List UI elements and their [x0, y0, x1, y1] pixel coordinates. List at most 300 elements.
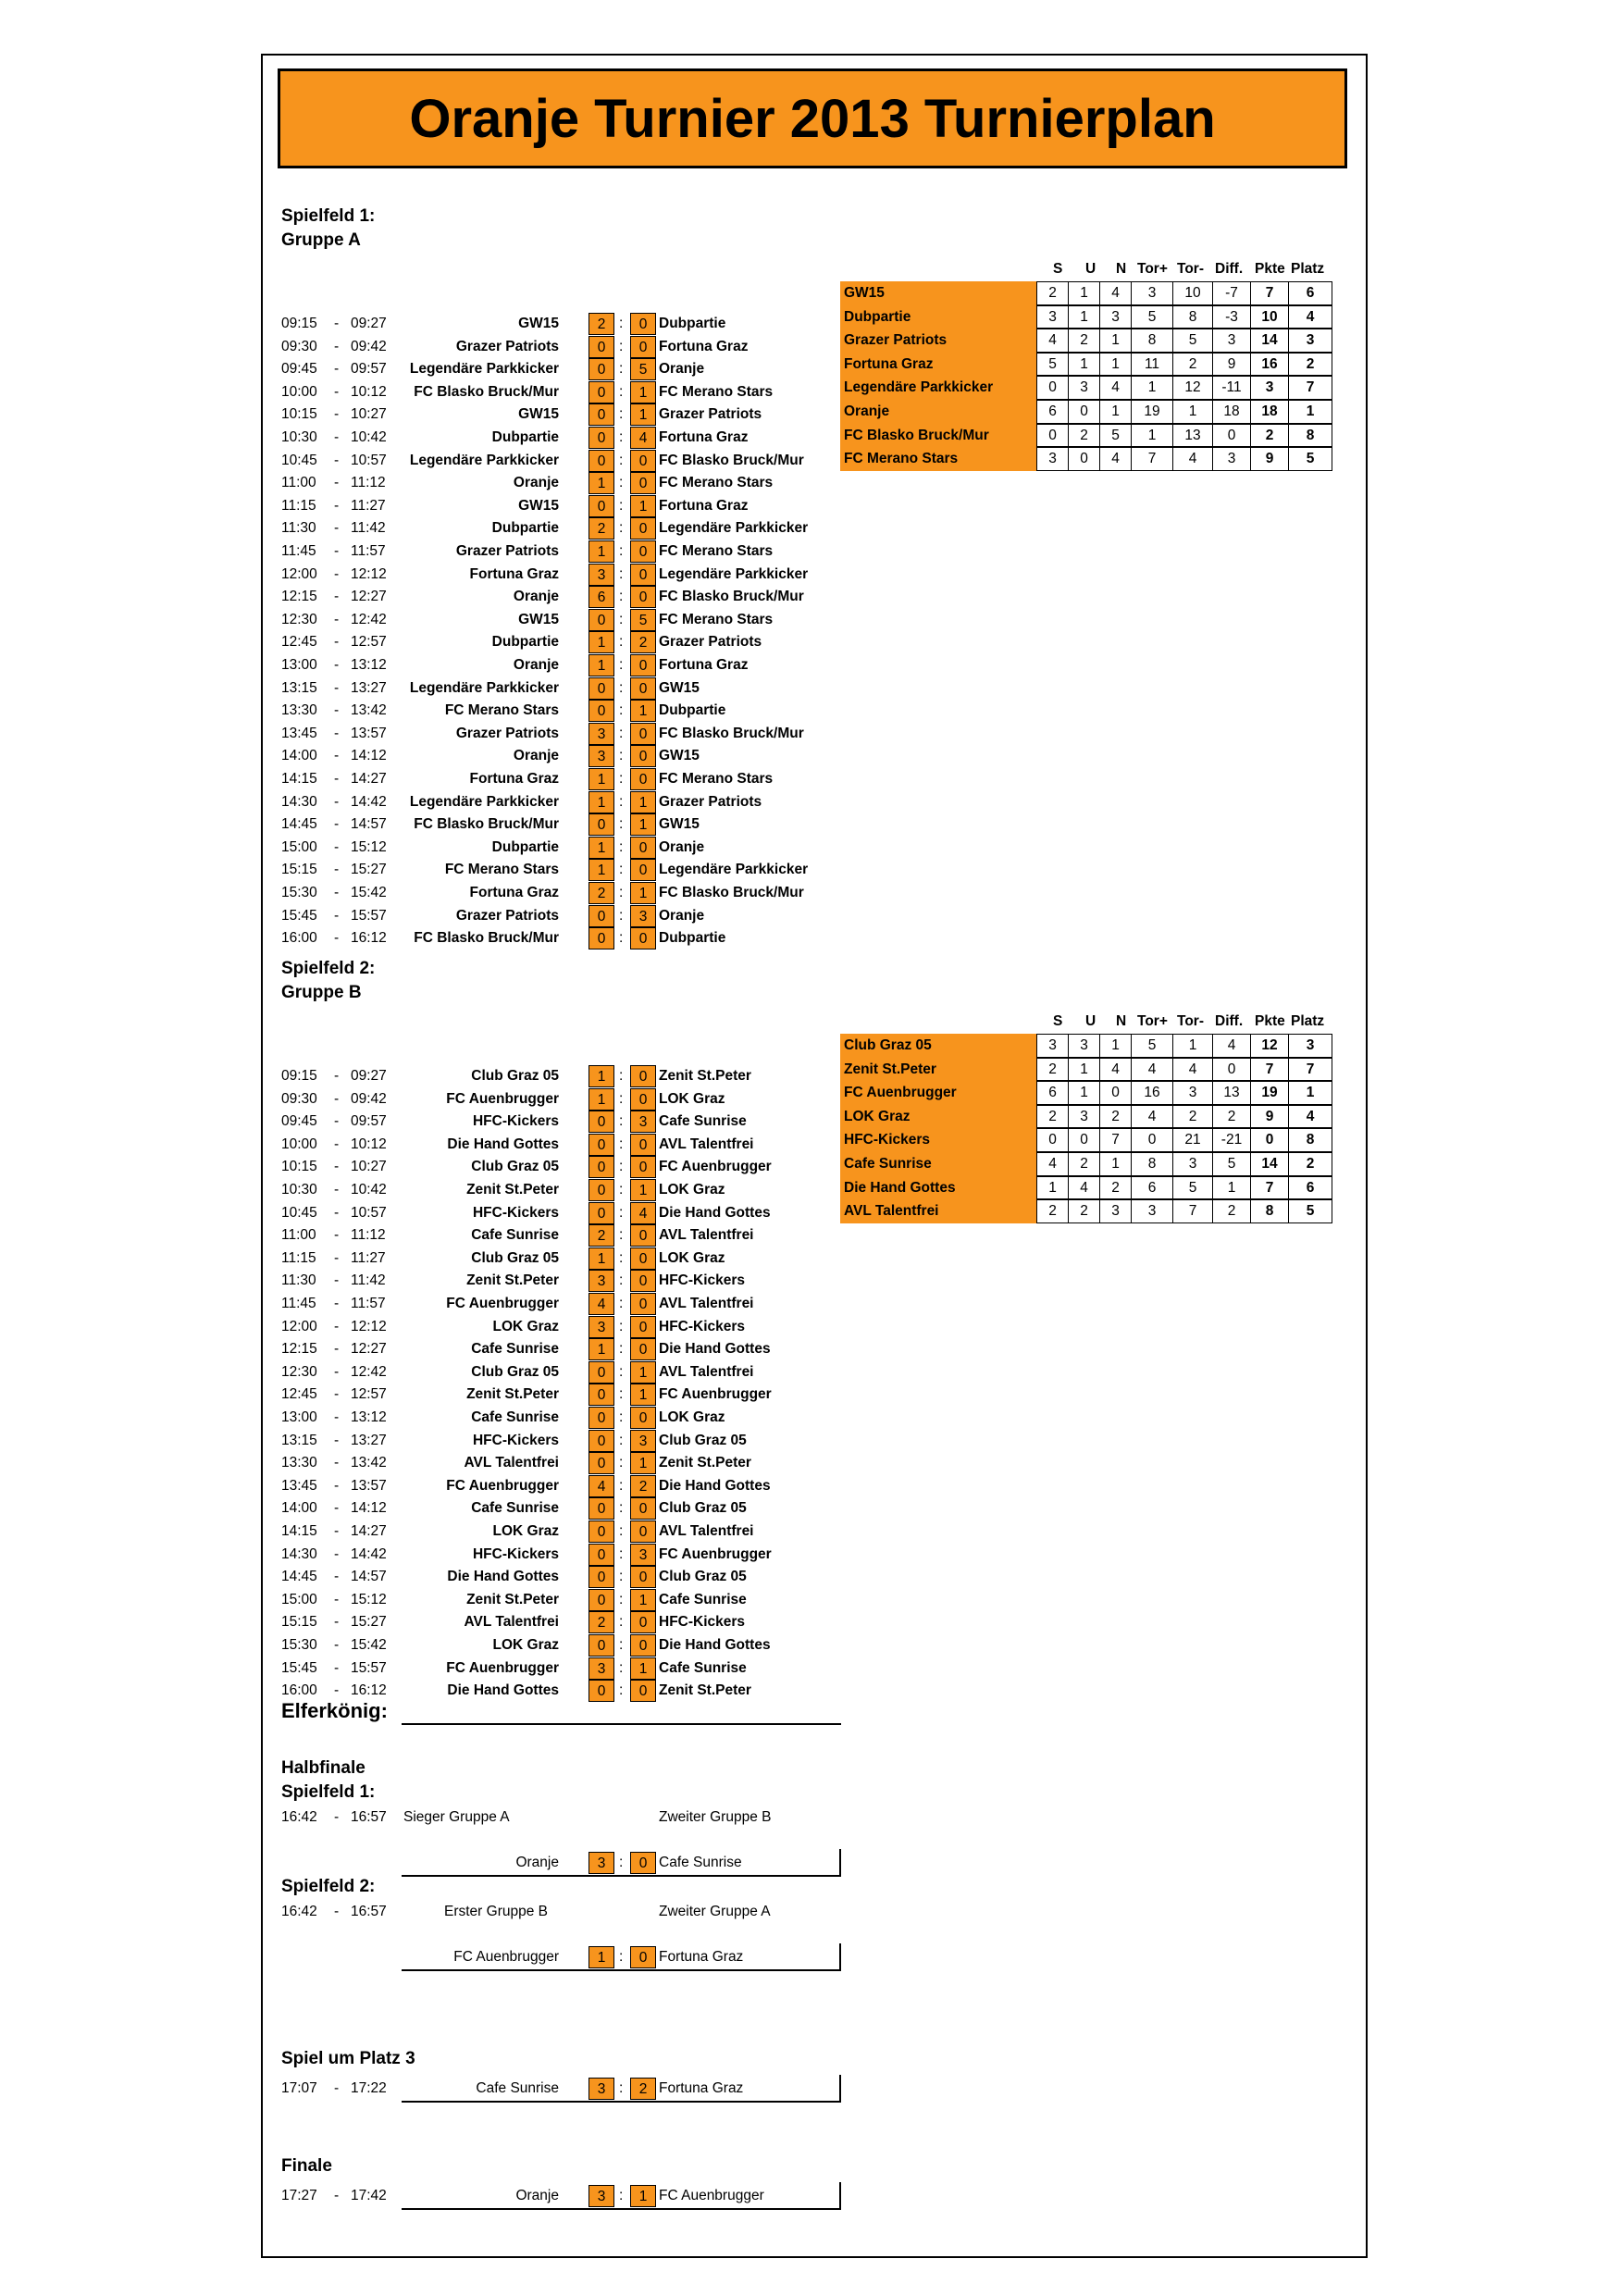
match-row [281, 564, 836, 586]
match-end-time: 15:27 [351, 1614, 387, 1631]
home-score-cell: 1 [588, 1247, 614, 1270]
away-score-cell: 2 [630, 631, 656, 653]
match-end-time: 09:57 [351, 1113, 387, 1130]
match-start-time: 10:00 [281, 383, 317, 400]
match-home-team: Cafe Sunrise [471, 1409, 559, 1425]
score-colon: : [619, 838, 624, 855]
time-dash: - [334, 702, 340, 719]
match-row [281, 472, 836, 494]
match-home-team: Zenit St.Peter [466, 1272, 559, 1289]
time-dash: - [334, 361, 340, 378]
standings-value-cell: 2 [1212, 1199, 1251, 1223]
match-away-team: HFC-Kickers [659, 1614, 746, 1631]
match-start-time: 10:00 [281, 1136, 317, 1152]
away-score-cell: 0 [630, 837, 656, 859]
match-away-team: Club Graz 05 [659, 1432, 747, 1448]
away-score-cell: 2 [630, 1475, 656, 1497]
match-home-team: FC Merano Stars [444, 702, 559, 719]
match-away-team: LOK Graz [659, 1409, 725, 1425]
time-dash: - [334, 679, 340, 696]
standings-team-name: LOK Graz [840, 1105, 1037, 1129]
match-row [281, 1384, 836, 1406]
match-row [281, 1634, 836, 1657]
field1-label: Spielfeld 1: [281, 206, 376, 226]
match-start-time: 14:00 [281, 1500, 317, 1517]
standings-value-cell: 6 [1131, 1176, 1173, 1200]
score-colon: : [619, 1569, 624, 1585]
match-away-team: Fortuna Graz [659, 2080, 744, 2096]
standings-value-cell: 8 [1288, 424, 1332, 448]
match-row [281, 700, 836, 722]
match-home-team: LOK Graz [492, 1523, 559, 1539]
score-colon: : [619, 1068, 624, 1084]
time-dash: - [334, 1545, 340, 1562]
match-end-time: 15:57 [351, 907, 387, 924]
standings-value-cell: 0 [1068, 1128, 1100, 1152]
time-dash: - [334, 1204, 340, 1221]
score-colon: : [619, 1637, 624, 1653]
home-score-cell: 3 [588, 745, 614, 767]
standings-value-cell: 7 [1172, 1199, 1213, 1223]
match-away-team: Oranje [659, 361, 705, 378]
match-home-team: FC Merano Stars [444, 862, 559, 878]
away-score-cell: 0 [630, 336, 656, 358]
score-colon: : [619, 702, 624, 719]
standings-team-name: Die Hand Gottes [840, 1176, 1037, 1200]
home-score-cell: 0 [588, 609, 614, 631]
standings-team-name: Dubpartie [840, 305, 1037, 329]
match-away-team: Legendäre Parkkicker [659, 520, 809, 537]
match-end-time: 12:42 [351, 1363, 387, 1380]
standings-value-cell: 16 [1250, 353, 1289, 377]
home-score-cell: 1 [588, 859, 614, 881]
standings-team-name: AVL Talentfrei [840, 1199, 1037, 1223]
away-score-cell: 0 [630, 1566, 656, 1588]
match-away-team: AVL Talentfrei [659, 1136, 754, 1152]
elfer-label: Elferkönig: [281, 1699, 388, 1722]
home-score-cell: 3 [588, 1852, 614, 1874]
standings-header-cell: U [1085, 1013, 1096, 1029]
time-dash: - [334, 475, 340, 491]
standings-value-cell: 19 [1250, 1081, 1289, 1105]
standings-value-cell: 1 [1036, 1176, 1069, 1200]
standings-team-name: HFC-Kickers [840, 1128, 1037, 1152]
time-dash: - [334, 725, 340, 741]
match-home-team: Grazer Patriots [455, 907, 559, 924]
away-score-cell: 1 [630, 1179, 656, 1201]
sf2-placeholder-row [281, 1901, 836, 1923]
standings-value-cell: 4 [1099, 1058, 1132, 1082]
match-start-time: 13:00 [281, 657, 317, 673]
match-end-time: 14:27 [351, 1523, 387, 1539]
match-start-time: 11:15 [281, 497, 316, 514]
match-end-time: 10:57 [351, 452, 387, 468]
away-score-cell: 1 [630, 1384, 656, 1406]
match-home-team: Oranje [513, 475, 559, 491]
standings-value-cell: 0 [1036, 376, 1069, 400]
match-home-team: Zenit St.Peter [466, 1182, 559, 1198]
home-score-cell: 1 [588, 654, 614, 676]
match-end-time: 12:57 [351, 634, 387, 651]
score-colon: : [619, 816, 624, 833]
home-score-cell: 3 [588, 1270, 614, 1292]
standings-value-cell: 3 [1036, 1034, 1069, 1058]
match-away-team: AVL Talentfrei [659, 1296, 754, 1311]
standings-value-cell: 21 [1172, 1128, 1213, 1152]
match-away-team: Club Graz 05 [659, 1500, 747, 1517]
match-end-time: 15:12 [351, 1591, 387, 1607]
time-dash: - [334, 930, 340, 947]
home-score-cell: 0 [588, 1497, 614, 1520]
home-score-cell: 0 [588, 427, 614, 449]
match-start-time: 09:30 [281, 1090, 317, 1107]
match-start-time: 13:30 [281, 1455, 317, 1471]
time-dash: - [334, 452, 340, 468]
match-home-team: Fortuna Graz [469, 565, 559, 582]
match-row [281, 358, 836, 380]
standings-team-name: Zenit St.Peter [840, 1058, 1037, 1082]
match-home-team: Dubpartie [491, 520, 559, 537]
sf1-placeholder-row [281, 1806, 836, 1829]
standings-team-name: FC Blasko Bruck/Mur [840, 424, 1037, 448]
score-colon: : [619, 1318, 624, 1334]
match-end-time: 11:27 [351, 1249, 386, 1266]
score-colon: : [619, 1090, 624, 1107]
match-start-time: 11:45 [281, 543, 316, 559]
standings-value-cell: 2 [1036, 281, 1069, 305]
standings-value-cell: 3 [1250, 376, 1289, 400]
page-title: Oranje Turnier 2013 Turnierplan [278, 68, 1347, 168]
match-home-team: Dubpartie [491, 634, 559, 651]
match-home-team: AVL Talentfrei [464, 1455, 559, 1471]
score-colon: : [619, 1432, 624, 1448]
match-home-team: FC Blasko Bruck/Mur [414, 816, 559, 833]
match-row [281, 1316, 836, 1338]
match-away-team: HFC-Kickers [659, 1318, 746, 1334]
time-dash: - [334, 497, 340, 514]
home-score-cell: 1 [588, 1065, 614, 1087]
match-away-team: FC Blasko Bruck/Mur [659, 725, 804, 741]
match-home-team: Grazer Patriots [455, 338, 559, 354]
match-end-time: 14:12 [351, 748, 387, 764]
time-dash: - [334, 1159, 340, 1175]
standings-value-cell: 1 [1068, 281, 1100, 305]
match-home-team: Oranje [513, 657, 559, 673]
home-score-cell: 1 [588, 791, 614, 813]
away-score-cell: 0 [630, 313, 656, 335]
match-row [281, 882, 836, 904]
standings-value-cell: 3 [1099, 1199, 1132, 1223]
match-home-team: FC Blasko Bruck/Mur [414, 383, 559, 400]
home-score-cell: 2 [588, 1611, 614, 1633]
match-start-time: 14:30 [281, 1545, 317, 1562]
home-score-cell: 0 [588, 1566, 614, 1588]
match-home-team: Legendäre Parkkicker [409, 793, 559, 810]
away-score-cell: 1 [630, 495, 656, 517]
standings-header-cell: N [1116, 1013, 1127, 1029]
away-score-cell: 3 [630, 1111, 656, 1133]
home-score-cell: 0 [588, 336, 614, 358]
match-row [281, 1611, 836, 1633]
standings-value-cell: 2 [1250, 424, 1289, 448]
match-end-time: 11:12 [351, 475, 386, 491]
score-colon: : [619, 1182, 624, 1198]
match-away-team: FC Merano Stars [659, 383, 774, 400]
standings-header-cell: Platz [1291, 261, 1325, 277]
standings-value-cell: 0 [1068, 400, 1100, 424]
match-end-time: 12:42 [351, 611, 387, 627]
standings-value-cell: 8 [1131, 329, 1173, 353]
match-away-team: FC Blasko Bruck/Mur [659, 885, 804, 900]
away-score-cell: 3 [630, 905, 656, 927]
score-colon: : [619, 611, 624, 627]
time-dash: - [334, 1569, 340, 1585]
standings-header-cell: Tor+ [1137, 261, 1168, 277]
away-score-cell: 0 [630, 1611, 656, 1633]
standings-value-cell: 5 [1172, 329, 1213, 353]
away-score-cell: 1 [630, 882, 656, 904]
standings-value-cell: 8 [1172, 305, 1213, 329]
time-dash: - [334, 1809, 340, 1825]
standings-value-cell: 1 [1068, 1058, 1100, 1082]
standings-value-cell: 2 [1099, 1105, 1132, 1129]
match-row [281, 1657, 836, 1680]
time-dash: - [334, 634, 340, 651]
match-start-time: 15:00 [281, 838, 317, 855]
standings-value-cell: 0 [1099, 1081, 1132, 1105]
match-away-team: FC Auenbrugger [659, 2188, 764, 2203]
sf1-result-row [281, 1852, 836, 1874]
time-dash: - [334, 1386, 340, 1403]
match-row [281, 837, 836, 859]
home-score-cell: 2 [588, 517, 614, 540]
platz3-row [281, 2078, 836, 2100]
match-home-team: LOK Graz [492, 1637, 559, 1653]
standings-value-cell: 0 [1212, 1058, 1251, 1082]
match-end-time: 14:57 [351, 816, 387, 833]
match-away-team: LOK Graz [659, 1090, 725, 1107]
match-home-team: Legendäre Parkkicker [409, 679, 559, 696]
match-end-time: 12:12 [351, 565, 387, 582]
sf1-away-placeholder: Zweiter Gruppe B [659, 1809, 772, 1825]
score-colon: : [619, 2080, 624, 2096]
match-row [281, 1247, 836, 1270]
match-end-time: 12:12 [351, 1318, 387, 1334]
standings-value-cell: 7 [1250, 1058, 1289, 1082]
time-dash: - [334, 1409, 340, 1425]
match-away-team: Oranje [659, 838, 705, 855]
standings-value-cell: 4 [1172, 1058, 1213, 1082]
standings-value-cell: 8 [1250, 1199, 1289, 1223]
standings-value-cell: 10 [1172, 281, 1213, 305]
match-row [281, 791, 836, 813]
time-dash: - [334, 1182, 340, 1198]
standings-value-cell: 1 [1099, 1034, 1132, 1058]
home-score-cell: 0 [588, 1156, 614, 1178]
score-colon: : [619, 383, 624, 400]
match-home-team: FC Auenbrugger [446, 1296, 559, 1311]
match-start-time: 14:15 [281, 1523, 317, 1539]
match-start-time: 09:45 [281, 1113, 317, 1130]
elfer-entry-line [402, 1723, 841, 1725]
home-score-cell: 3 [588, 2078, 614, 2100]
match-start-time: 13:15 [281, 679, 317, 696]
standings-value-cell: 10 [1250, 305, 1289, 329]
standings-value-cell: 1 [1212, 1176, 1251, 1200]
standings-header-cell: Diff. [1215, 1013, 1244, 1029]
match-home-team: GW15 [518, 611, 559, 627]
match-start-time: 17:07 [281, 2080, 317, 2096]
match-row [281, 336, 836, 358]
standings-value-cell: 5 [1172, 1176, 1213, 1200]
away-score-cell: 0 [630, 1407, 656, 1429]
home-score-cell: 2 [588, 313, 614, 335]
time-dash: - [334, 2188, 340, 2203]
match-home-team: Dubpartie [491, 838, 559, 855]
away-score-cell: 3 [630, 1544, 656, 1566]
standings-value-cell: 5 [1212, 1152, 1251, 1176]
sf1-tick [839, 1849, 841, 1877]
score-colon: : [619, 907, 624, 924]
match-end-time: 10:12 [351, 1136, 387, 1152]
score-colon: : [619, 1159, 624, 1175]
standings-header-cell: U [1085, 261, 1096, 277]
match-start-time: 10:15 [281, 406, 317, 423]
away-score-cell: 0 [630, 1520, 656, 1543]
sf2-tick [839, 1943, 841, 1971]
match-start-time: 09:15 [281, 316, 317, 331]
match-row [281, 540, 836, 563]
sf2-result-row [281, 1946, 836, 1968]
home-score-cell: 1 [588, 1088, 614, 1111]
match-start-time: 12:15 [281, 589, 317, 605]
match-end-time: 12:27 [351, 589, 387, 605]
match-row [281, 403, 836, 426]
match-end-time: 15:42 [351, 885, 387, 900]
standings-value-cell: 7 [1288, 376, 1332, 400]
match-start-time: 12:30 [281, 1363, 317, 1380]
match-end-time: 13:42 [351, 702, 387, 719]
home-score-cell: 2 [588, 1224, 614, 1247]
match-end-time: 11:42 [351, 1272, 386, 1289]
home-score-cell: 0 [588, 1179, 614, 1201]
standings-value-cell: 2 [1172, 1105, 1213, 1129]
match-row [281, 1065, 836, 1087]
standings-value-cell: 6 [1036, 400, 1069, 424]
match-away-team: GW15 [659, 679, 700, 696]
home-score-cell: 0 [588, 677, 614, 700]
match-home-team: Oranje [515, 1855, 559, 1870]
standings-value-cell: 2 [1068, 424, 1100, 448]
standings-value-cell: 0 [1250, 1128, 1289, 1152]
time-dash: - [334, 838, 340, 855]
standings-value-cell: 3 [1099, 305, 1132, 329]
home-score-cell: 0 [588, 1407, 614, 1429]
home-score-cell: 0 [588, 700, 614, 722]
home-score-cell: 0 [588, 1589, 614, 1611]
standings-value-cell: 2 [1212, 1105, 1251, 1129]
score-colon: : [619, 1296, 624, 1311]
match-home-team: Zenit St.Peter [466, 1591, 559, 1607]
match-row [281, 1361, 836, 1384]
away-score-cell: 1 [630, 1361, 656, 1384]
match-row [281, 1520, 836, 1543]
standings-team-name: FC Merano Stars [840, 447, 1037, 471]
match-end-time: 14:42 [351, 1545, 387, 1562]
match-home-team: Die Hand Gottes [447, 1682, 559, 1699]
match-end-time: 09:42 [351, 1090, 387, 1107]
match-row [281, 1544, 836, 1566]
home-score-cell: 1 [588, 1338, 614, 1360]
match-away-team: FC Auenbrugger [659, 1159, 772, 1175]
standings-value-cell: 1 [1068, 1081, 1100, 1105]
away-score-cell: 1 [630, 403, 656, 426]
score-colon: : [619, 543, 624, 559]
match-end-time: 14:42 [351, 793, 387, 810]
match-end-time: 12:57 [351, 1386, 387, 1403]
score-colon: : [619, 520, 624, 537]
away-score-cell: 1 [630, 791, 656, 813]
standings-value-cell: 5 [1131, 1034, 1173, 1058]
match-end-time: 10:42 [351, 429, 387, 445]
standings-value-cell: -3 [1212, 305, 1251, 329]
time-dash: - [334, 2080, 340, 2096]
score-colon: : [619, 1591, 624, 1607]
match-away-team: AVL Talentfrei [659, 1523, 754, 1539]
standings-value-cell: 5 [1288, 1199, 1332, 1223]
home-score-cell: 4 [588, 1293, 614, 1315]
match-start-time: 10:45 [281, 452, 317, 468]
match-start-time: 12:15 [281, 1341, 317, 1358]
away-score-cell: 0 [630, 1497, 656, 1520]
match-row [281, 1589, 836, 1611]
match-end-time: 15:42 [351, 1637, 387, 1653]
score-colon: : [619, 862, 624, 878]
match-away-team: Die Hand Gottes [659, 1341, 771, 1358]
score-colon: : [619, 1949, 624, 1965]
standings-value-cell: 9 [1250, 447, 1289, 471]
away-score-cell: 2 [630, 2078, 656, 2100]
standings-value-cell: 1 [1099, 400, 1132, 424]
platz3-underline [402, 2101, 841, 2103]
standings-value-cell: -7 [1212, 281, 1251, 305]
away-score-cell: 0 [630, 1224, 656, 1247]
match-row [281, 927, 836, 949]
away-score-cell: 0 [630, 586, 656, 608]
home-score-cell: 0 [588, 1680, 614, 1702]
match-away-team: Fortuna Graz [659, 657, 749, 673]
standings-value-cell: 4 [1288, 305, 1332, 329]
match-start-time: 14:45 [281, 816, 317, 833]
match-row [281, 313, 836, 335]
match-away-team: Zenit St.Peter [659, 1682, 751, 1699]
match-row [281, 1430, 836, 1452]
match-row [281, 654, 836, 676]
standings-value-cell: 4 [1099, 376, 1132, 400]
home-score-cell: 3 [588, 564, 614, 586]
match-row [281, 427, 836, 449]
standings-value-cell: 4 [1099, 281, 1132, 305]
match-home-team: Cafe Sunrise [471, 1500, 559, 1517]
match-row [281, 723, 836, 745]
standings-value-cell: 7 [1288, 1058, 1332, 1082]
match-home-team: HFC-Kickers [472, 1432, 559, 1448]
match-start-time: 14:30 [281, 793, 317, 810]
standings-value-cell: 2 [1068, 329, 1100, 353]
home-score-cell: 3 [588, 1316, 614, 1338]
match-away-team: Grazer Patriots [659, 634, 762, 651]
away-score-cell: 0 [630, 1088, 656, 1111]
